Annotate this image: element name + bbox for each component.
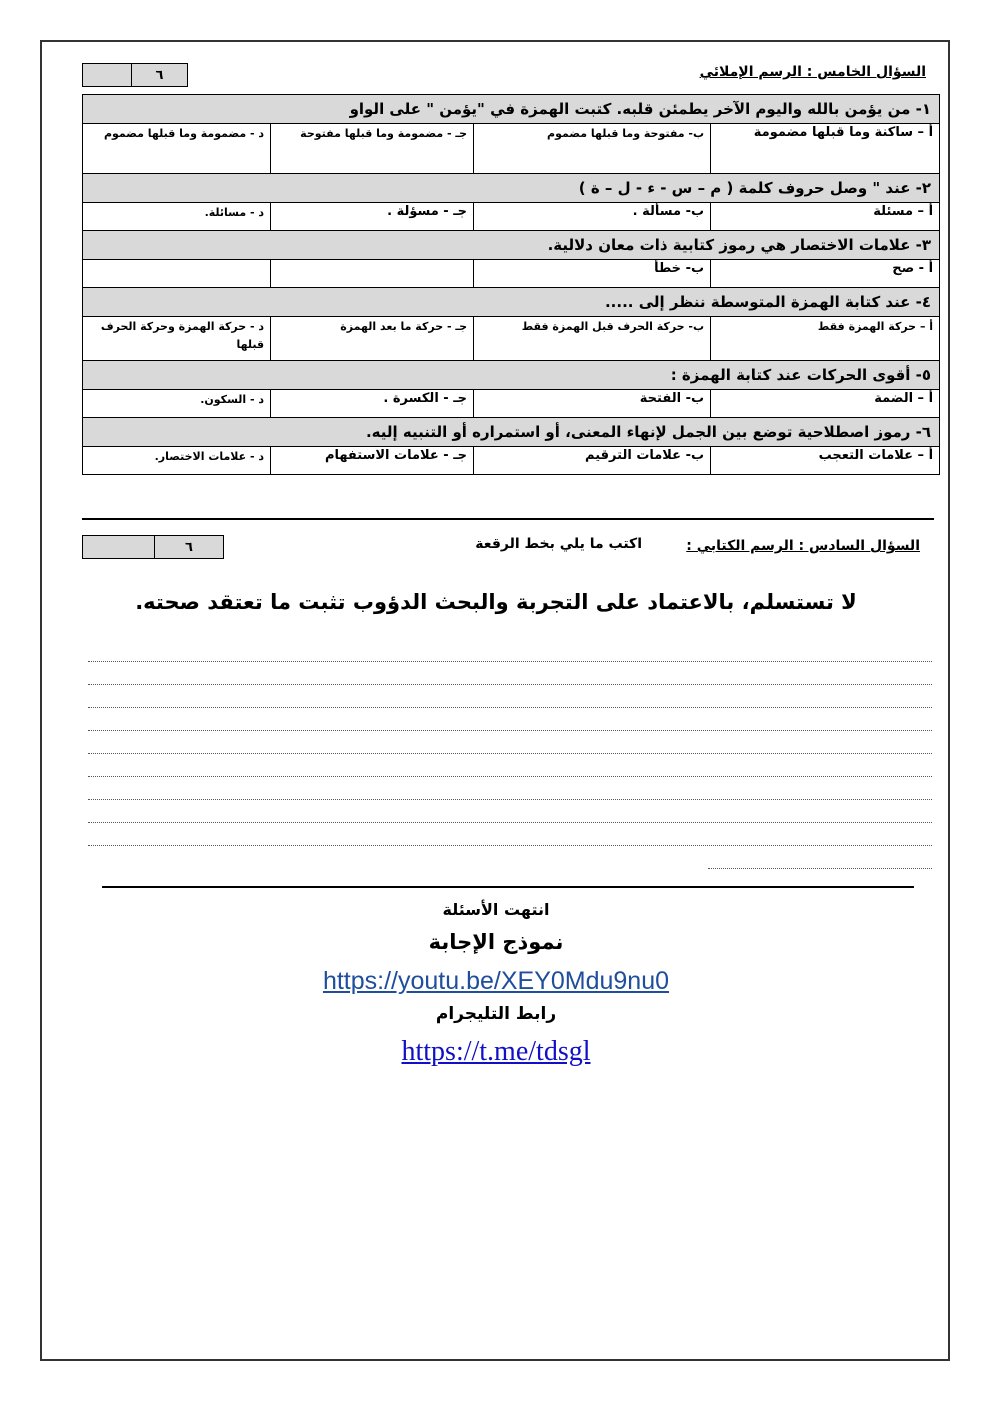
answer-line[interactable]: [88, 845, 932, 846]
q6-sentence: لا تستسلم، بالاعتماد على التجربة والبحث الدؤوب تثبت ما تعتقد صحته.: [135, 590, 857, 614]
answer-line[interactable]: [88, 684, 932, 685]
answer-model-title: نموذج الإجابة: [428, 930, 564, 954]
option-c: جـ - حركة ما بعد الهمزة: [271, 317, 474, 361]
option-d: د - السكون.: [83, 390, 271, 418]
footer-divider: [102, 886, 914, 888]
telegram-link-wrap: [0, 1034, 992, 1068]
q5-options-row-4: [83, 317, 940, 361]
q5-question-row-1: [83, 95, 940, 124]
q5-options-row-3: [83, 260, 940, 288]
q5-score-blank: [83, 64, 131, 86]
q6-title: السؤال السادس : الرسم الكتابي :: [686, 538, 920, 554]
option-b: ب- علامات الترقيم: [474, 447, 711, 475]
option-b: ب- مسألة .: [474, 203, 711, 231]
q5-options-row-5: [83, 390, 940, 418]
end-of-questions: انتهت الأسئلة: [442, 900, 550, 919]
option-a: أ – حركة الهمزة فقط: [711, 317, 940, 361]
answer-line[interactable]: [88, 661, 932, 662]
q5-title: السؤال الخامس : الرسم الإملائي: [699, 64, 926, 80]
q5-score-value: ٦: [131, 64, 187, 86]
telegram-label: رابط التليجرام: [435, 1004, 557, 1024]
option-d: د - حركة الهمزة وحركة الحرف قبلها: [83, 317, 271, 361]
q5-options-row-6: [83, 447, 940, 475]
question-text: ٤- عند كتابة الهمزة المتوسطة ننظر إلى .....: [83, 288, 940, 317]
option-a: أ – مسئلة: [711, 203, 940, 231]
q5-question-row-3: [83, 231, 940, 260]
telegram-link[interactable]: https://t.me/tdsgl: [401, 1036, 591, 1067]
q5-options-row-2: [83, 203, 940, 231]
answer-line[interactable]: [88, 707, 932, 708]
question-text: ٢- عند " وصل حروف كلمة ( م – س - ء - ل – ة ): [83, 174, 940, 203]
option-c: [271, 260, 474, 288]
youtube-link-wrap: [0, 966, 992, 996]
option-b: ب- الفتحة: [474, 390, 711, 418]
answer-line[interactable]: [88, 799, 932, 800]
question-text: ٦- رموز اصطلاحية توضع بين الجمل لإنهاء المعنى، أو استمراره أو التنبيه إليه.: [83, 418, 940, 447]
option-d: د - علامات الاختصار.: [83, 447, 271, 475]
question-text: ١- من يؤمن بالله واليوم الآخر يطمئن قلبه. كتبت الهمزة في "يؤمن " على الواو: [83, 95, 940, 124]
option-a: أ – الضمة: [711, 390, 940, 418]
answer-line[interactable]: [88, 822, 932, 823]
answer-line[interactable]: [88, 776, 932, 777]
question-text: ٣- علامات الاختصار هي رموز كتابية ذات معان دلالية.: [83, 231, 940, 260]
q5-options-row-1: [83, 124, 940, 174]
option-b: ب- خطأ: [474, 260, 711, 288]
option-d: د - مضمومة وما قبلها مضموم: [83, 124, 271, 174]
q5-question-row-6: [83, 418, 940, 447]
answer-line[interactable]: [88, 753, 932, 754]
option-a: أ – ساكنة وما قبلها مضمومة: [711, 124, 940, 174]
option-b: ب- حركة الحرف قبل الهمزة فقط: [474, 317, 711, 361]
q6-score-value: ٦: [154, 536, 223, 558]
q5-question-row-4: [83, 288, 940, 317]
q5-score-box: [82, 63, 188, 87]
section-divider: [82, 518, 934, 520]
option-c: جـ - علامات الاستفهام: [271, 447, 474, 475]
question-text: ٥- أقوى الحركات عند كتابة الهمزة :: [83, 361, 940, 390]
option-d: [83, 260, 271, 288]
youtube-link[interactable]: https://youtu.be/XEY0Mdu9nu0: [322, 967, 670, 995]
answer-line[interactable]: [88, 730, 932, 731]
option-d: د - مسائلة.: [83, 203, 271, 231]
option-a: أ – علامات التعجب: [711, 447, 940, 475]
option-c: جـ - مضمومة وما قبلها مفتوحة: [271, 124, 474, 174]
q6-score-box: [82, 535, 224, 559]
option-c: جـ - الكسرة .: [271, 390, 474, 418]
q5-question-row-2: [83, 174, 940, 203]
option-c: جـ - مسؤلة .: [271, 203, 474, 231]
q6-score-blank: [83, 536, 154, 558]
q6-instruction: اكتب ما يلي بخط الرقعة: [475, 536, 642, 552]
q5-table: [82, 94, 940, 475]
q5-question-row-5: [83, 361, 940, 390]
option-a: أ - صح: [711, 260, 940, 288]
answer-line-short[interactable]: [708, 868, 932, 869]
option-b: ب- مفتوحة وما قبلها مضموم: [474, 124, 711, 174]
